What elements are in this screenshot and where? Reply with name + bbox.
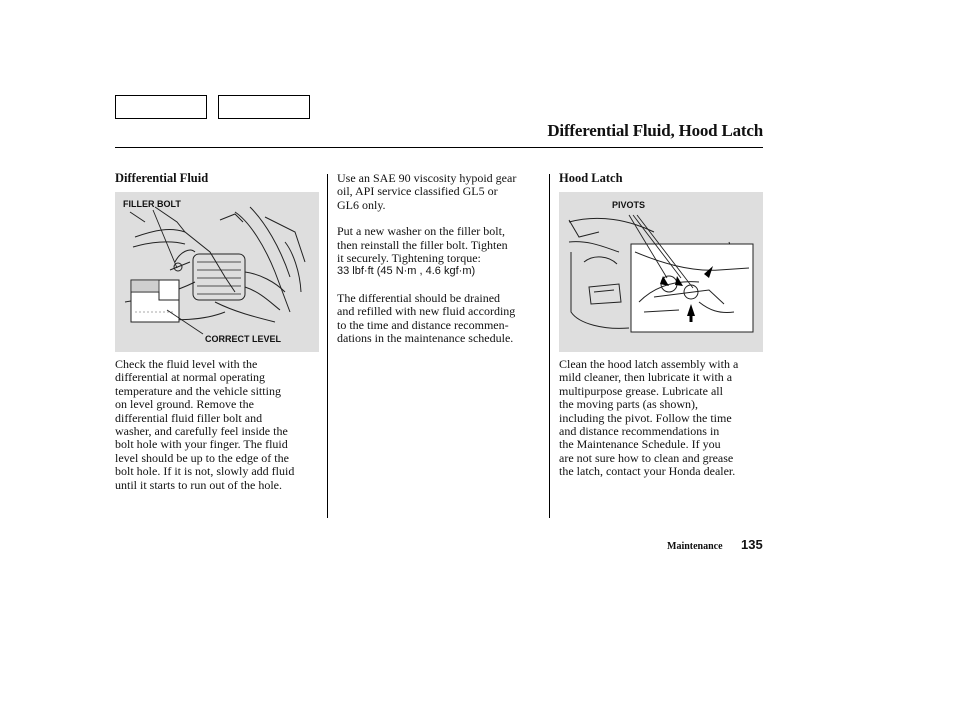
page-number: 135	[741, 537, 763, 552]
column-divider-2	[549, 174, 550, 518]
body-line: it securely. Tightening torque:	[337, 251, 481, 266]
body-line: temperature and the vehicle sitting	[115, 383, 281, 398]
body-line: Check the fluid level with the	[115, 357, 258, 371]
body-line: the Maintenance Schedule. If you	[559, 437, 721, 452]
body-line: on level ground. Remove the	[115, 397, 254, 412]
caption-filler-bolt: FILLER BOLT	[123, 199, 181, 209]
body-line: GL6 only.	[337, 197, 386, 212]
right-body	[559, 358, 769, 479]
page-title: Differential Fluid, Hood Latch	[547, 121, 763, 140]
left-body	[115, 358, 325, 492]
body-line: differential fluid filler bolt and	[115, 410, 263, 425]
body-line: the latch, contact your Honda dealer.	[559, 464, 736, 479]
left-column	[115, 172, 325, 191]
right-column	[559, 172, 769, 191]
footer-section-label: Maintenance	[667, 541, 723, 552]
body-line: the moving parts (as shown),	[559, 397, 698, 412]
differential-drawing	[115, 192, 319, 352]
differential-illustration	[115, 192, 319, 352]
paragraph-drain	[337, 292, 547, 346]
body-line: oil, API service classified GL5 or	[337, 184, 498, 199]
body-line: differential at normal operating	[115, 370, 266, 385]
section-heading-hood-latch: Hood Latch	[559, 171, 623, 185]
hood-latch-illustration	[559, 192, 763, 352]
body-line: and distance recommendations in	[559, 424, 720, 439]
body-line: washer, and carefully feel inside the	[115, 424, 288, 439]
body-line: to the time and distance recommen-	[337, 317, 509, 332]
body-line: Use an SAE 90 viscosity hypoid gear	[337, 171, 517, 185]
body-line: until it starts to run out of the hole.	[115, 477, 282, 492]
column-divider-1	[327, 174, 328, 518]
torque-spec: 33 lbf·ft (45 N·m , 4.6 kgf·m)	[337, 265, 476, 278]
body-line: Put a new washer on the filler bolt,	[337, 224, 505, 239]
body-line: are not sure how to clean and grease	[559, 450, 734, 465]
nav-tab-1[interactable]	[115, 95, 207, 119]
section-heading-differential: Differential Fluid	[115, 171, 209, 185]
nav-tab-2[interactable]	[218, 95, 310, 119]
hood-latch-drawing	[559, 192, 763, 352]
paragraph-gear-oil	[337, 172, 547, 212]
body-line: Clean the hood latch assembly with a	[559, 357, 739, 371]
body-line: mild cleaner, then lubricate it with a	[559, 370, 733, 385]
caption-pivots: PIVOTS	[612, 200, 646, 210]
body-line: level should be up to the edge of the	[115, 450, 289, 465]
body-line: dations in the maintenance schedule.	[337, 331, 514, 346]
body-line: bolt hole. If it is not, slowly add fluid	[115, 464, 295, 479]
title-rule	[115, 147, 763, 148]
body-line: The differential should be drained	[337, 290, 501, 305]
caption-correct-level: CORRECT LEVEL	[205, 334, 282, 344]
body-line: bolt hole with your finger. The fluid	[115, 437, 288, 452]
body-line: and refilled with new fluid according	[337, 304, 516, 319]
body-line: including the pivot. Follow the time	[559, 410, 732, 425]
middle-column	[337, 172, 547, 358]
body-line: then reinstall the filler bolt. Tighten	[337, 237, 508, 252]
body-line: multipurpose grease. Lubricate all	[559, 383, 723, 398]
paragraph-filler-bolt	[337, 225, 547, 279]
